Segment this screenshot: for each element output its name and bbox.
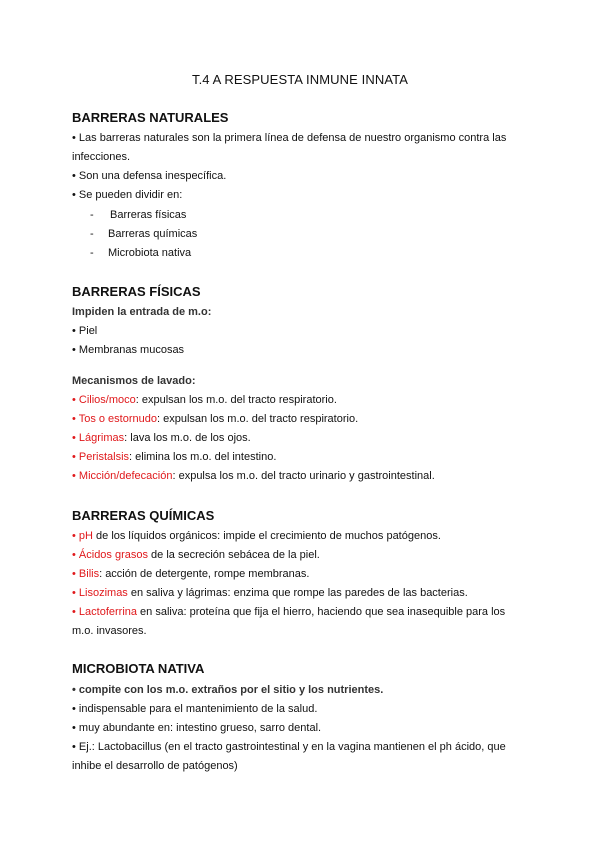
paragraph-line: infecciones.	[72, 151, 131, 163]
description: : expulsan los m.o. del tracto respiratorio.	[135, 394, 337, 406]
paragraph-line: inhibe el desarrollo de patógenos)	[72, 760, 238, 772]
list-item	[72, 410, 542, 429]
description: : acción de detergente, rompe membranas.	[99, 568, 310, 580]
paragraph-line: • Las barreras naturales son la primera línea de defensa de nuestro organismo contra las	[72, 132, 507, 144]
description: en saliva y lágrimas: enzima que rompe las paredes de las bacterias.	[127, 587, 468, 599]
page-title: T.4 A RESPUESTA INMUNE INNATA	[191, 72, 408, 87]
description: : elimina los m.o. del intestino.	[129, 451, 277, 463]
term: • pH	[72, 530, 93, 542]
list-dash: -	[90, 228, 94, 240]
term: • Micción/defecación	[72, 470, 173, 482]
list-item: • Piel	[72, 325, 98, 337]
subheading: Impiden la entrada de m.o:	[72, 306, 212, 318]
section-heading-barreras-naturales: BARRERAS NATURALES	[72, 110, 229, 125]
paragraph-line: m.o. invasores.	[72, 625, 147, 637]
list-item	[72, 429, 542, 448]
list-item	[72, 584, 542, 603]
description: : lava los m.o. de los ojos.	[124, 432, 251, 444]
term: • Lactoferrina	[72, 606, 137, 618]
list-item	[72, 603, 542, 622]
subheading: Mecanismos de lavado:	[72, 375, 196, 387]
list-item: • Ej.: Lactobacillus (en el tracto gastrointestinal y en la vagina mantienen el ph ácido, que	[72, 741, 506, 753]
description: : expulsa los m.o. del tracto urinario y gastrointestinal.	[172, 470, 435, 482]
list-item: • muy abundante en: intestino grueso, sarro dental.	[72, 722, 322, 734]
term: • Cilios/moco	[72, 394, 136, 406]
list-dash: -	[90, 209, 94, 221]
term: • Peristalsis	[72, 451, 130, 463]
description: de los líquidos orgánicos: impide el crecimiento de muchos patógenos.	[92, 530, 441, 542]
list-item: • indispensable para el mantenimiento de la salud.	[72, 703, 318, 715]
list-item	[72, 391, 542, 410]
paragraph-line: • Son una defensa inespecífica.	[72, 170, 227, 182]
paragraph-line: • Se pueden dividir en:	[72, 189, 183, 201]
term: • Lágrimas	[72, 432, 125, 444]
list-item	[72, 467, 542, 486]
list-item: Barreras físicas	[110, 209, 187, 221]
term: • Bilis	[72, 568, 100, 580]
section-heading-microbiota-nativa: MICROBIOTA NATIVA	[72, 661, 205, 676]
list-item	[72, 565, 542, 584]
term: • Lisozimas	[72, 587, 128, 599]
description: de la secreción sebácea de la piel.	[148, 549, 320, 561]
list-item	[72, 448, 542, 467]
list-dash: -	[90, 247, 94, 259]
list-item: Microbiota nativa	[108, 247, 192, 259]
description: : expulsan los m.o. del tracto respiratorio.	[156, 413, 359, 425]
section-heading-barreras-quimicas: BARRERAS QUÍMICAS	[72, 508, 215, 523]
list-item	[72, 546, 542, 565]
term: • Tos o estornudo	[72, 413, 157, 425]
list-item	[72, 527, 542, 546]
section-heading-barreras-fisicas: BARRERAS FÍSICAS	[72, 284, 201, 299]
list-item: • Membranas mucosas	[72, 344, 185, 356]
list-item: • compite con los m.o. extraños por el sitio y los nutrientes.	[72, 684, 384, 696]
description: en saliva: proteína que fija el hierro, haciendo que sea inasequible para los	[137, 606, 506, 618]
term: • Ácidos grasos	[72, 549, 148, 561]
list-item: Barreras químicas	[108, 228, 198, 240]
